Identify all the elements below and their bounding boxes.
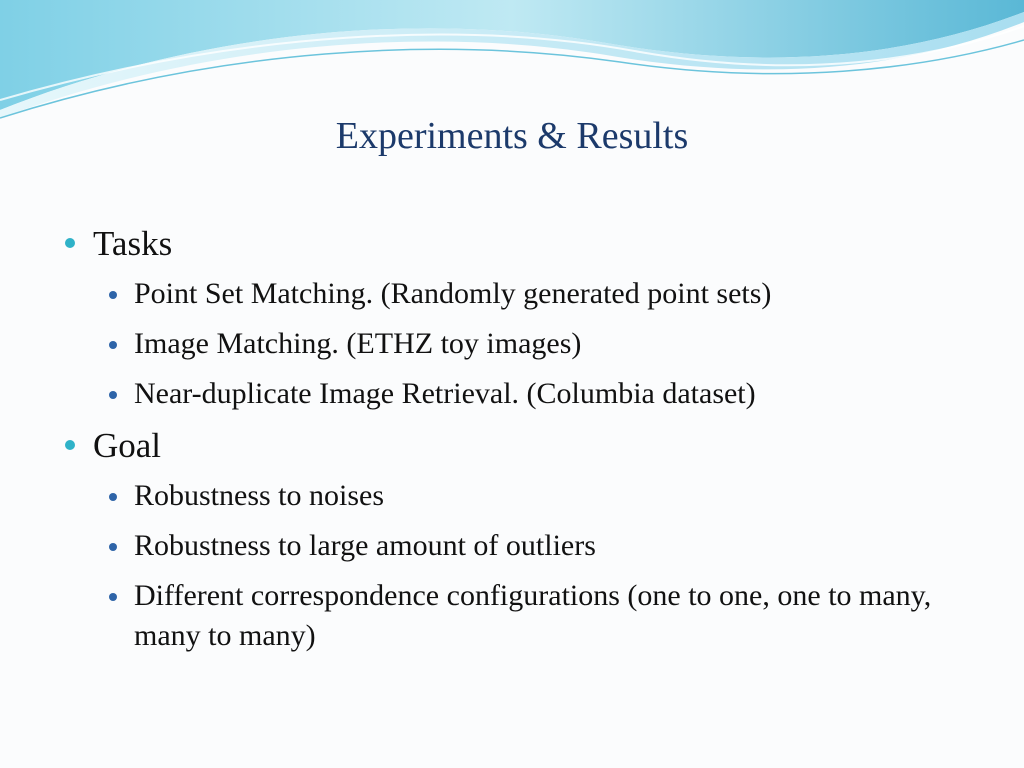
sub-bullet xyxy=(64,526,964,566)
bullet-dot-icon xyxy=(65,238,75,248)
bullet-level1 xyxy=(64,222,964,266)
sub-bullet-text: Robustness to large amount of outliers xyxy=(134,529,596,562)
bullet-text: Tasks xyxy=(93,224,173,263)
sub-bullet-dot-icon xyxy=(109,543,117,551)
sub-bullet-dot-icon xyxy=(109,391,117,399)
bullet-content xyxy=(64,222,964,666)
bullet-group-goal xyxy=(64,424,964,656)
bullet-dot-icon xyxy=(65,440,75,450)
bullet-text: Goal xyxy=(93,426,162,465)
sub-bullet-dot-icon xyxy=(109,291,117,299)
sub-bullet xyxy=(64,374,964,414)
sub-bullet-dot-icon xyxy=(109,593,117,601)
bullet-level1 xyxy=(64,424,964,468)
sub-bullet xyxy=(64,274,964,314)
bullet-group-tasks xyxy=(64,222,964,414)
sub-bullet xyxy=(64,576,964,656)
sub-bullet-text: Different correspondence configurations (one to one, one to many, many to many) xyxy=(134,579,932,652)
sub-bullet xyxy=(64,324,964,364)
sub-bullet-dot-icon xyxy=(109,493,117,501)
sub-bullet-text: Robustness to noises xyxy=(134,479,385,512)
sub-bullet xyxy=(64,476,964,516)
sub-bullet-text: Image Matching. (ETHZ toy images) xyxy=(134,327,582,360)
slide-title: Experiments & Results xyxy=(335,115,689,157)
sub-bullet-dot-icon xyxy=(109,341,117,349)
sub-bullet-text: Point Set Matching. (Randomly generated point sets) xyxy=(134,277,772,310)
sub-bullet-text: Near-duplicate Image Retrieval. (Columbia dataset) xyxy=(134,377,756,410)
